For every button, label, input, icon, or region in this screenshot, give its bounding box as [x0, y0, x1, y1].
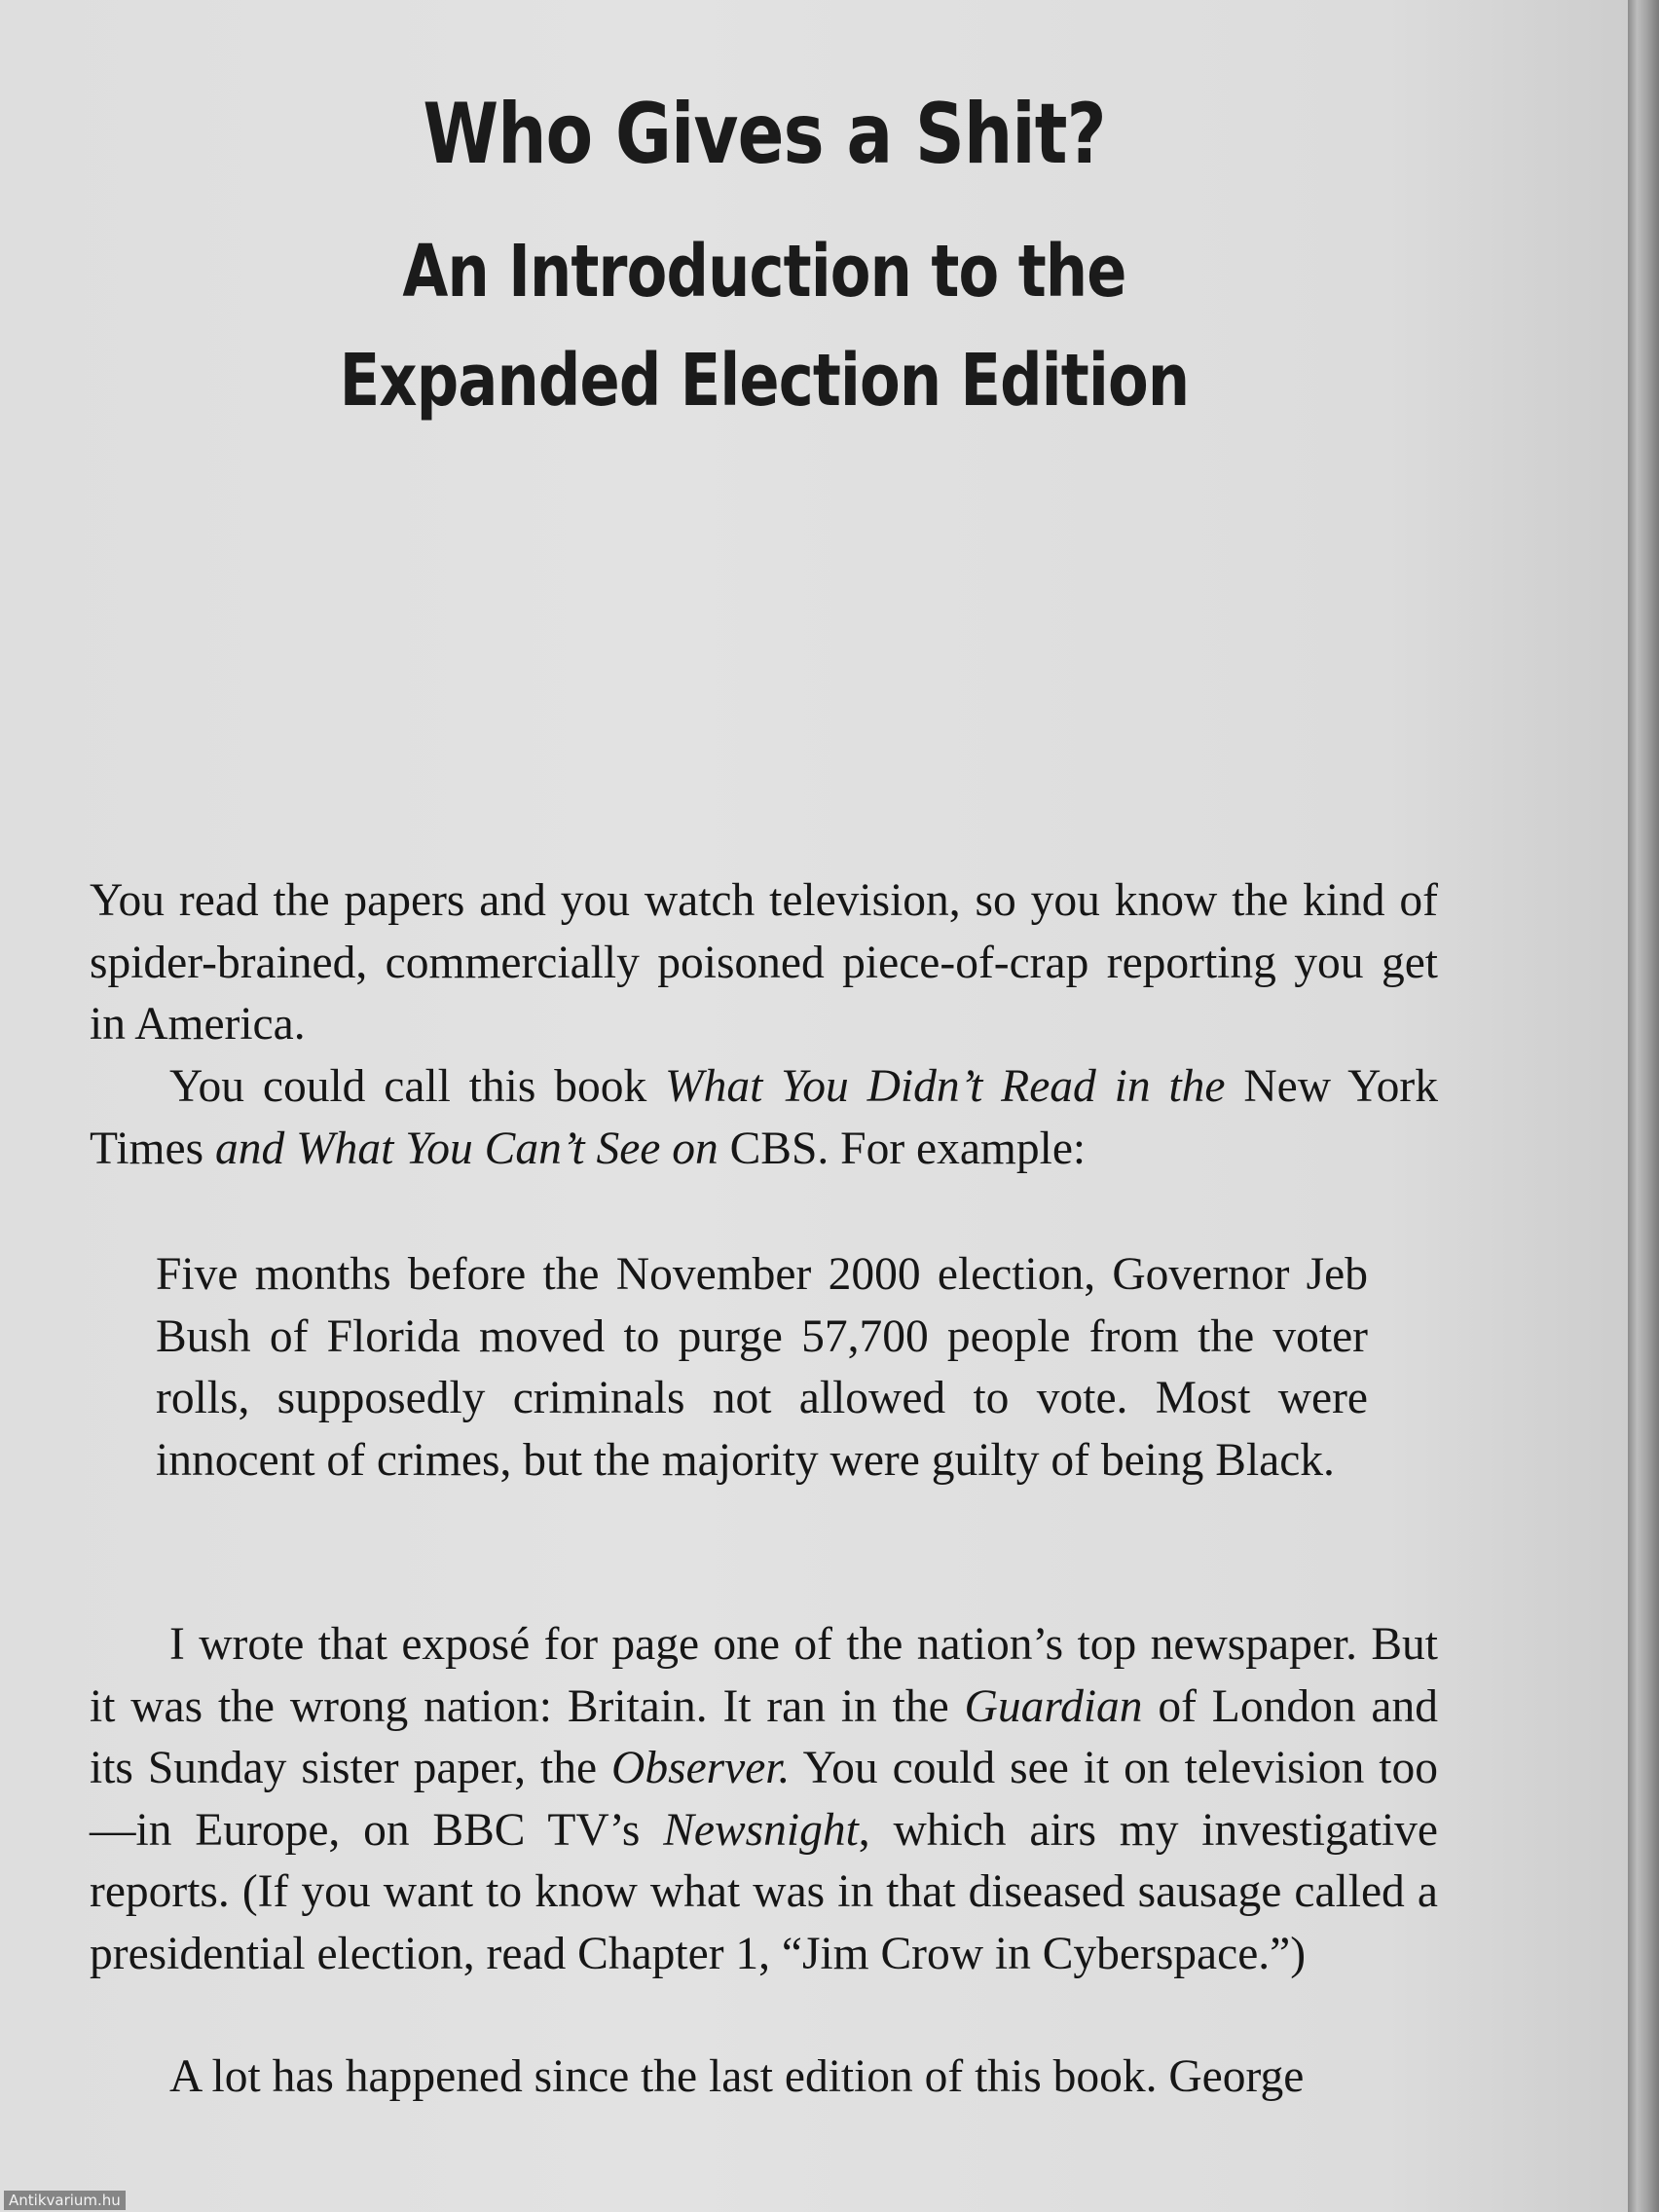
intro-paragraph — [90, 870, 1438, 1056]
expose-text — [90, 1614, 1438, 1985]
observer-italic: Observer. — [611, 1743, 791, 1793]
example-text-end: . For example: — [817, 1123, 1087, 1174]
expose-text-b: of London and its Sunday sister paper, the — [90, 1680, 1438, 1793]
intro-text: You read the papers and you watch television, so you know the kind of spider-brained, commercially poisoned piece-of-crap reporting you get in America. — [90, 875, 1438, 1050]
guardian-italic: Guardian — [964, 1680, 1143, 1732]
example-italic-2: and What You Can’t See on — [214, 1123, 719, 1174]
example-italic-1: What You Didn’t Read in the — [665, 1061, 1226, 1112]
example-paragraph — [90, 1056, 1438, 1180]
closing-text: A lot has happened since the last edition of this book. George — [169, 2051, 1305, 2102]
example-roman-2: CBS — [718, 1123, 818, 1174]
expose-text-c: You could see it on television too—in Europe, on BBC TV’s — [90, 1743, 1438, 1856]
watermark: Antikvarium.hu — [4, 2191, 126, 2210]
block-quote — [156, 1244, 1368, 1492]
expose-text-d: , which airs my investigative reports. (If you want to know what was in that diseased sausage called a presidential election, read Chapter 1, “Jim Crow in Cyberspace.”) — [90, 1804, 1438, 1979]
closing-paragraph — [90, 2046, 1438, 2109]
block-quote-text: Five months before the November 2000 election, Governor Jeb Bush of Florida moved to purge 57,700 people from the voter rolls, supposedly criminals not allowed to vote. Most were innocent of crimes, but the majority were guilty of being Black. — [156, 1249, 1368, 1486]
expose-paragraph — [90, 1614, 1438, 1985]
chapter-subtitle-line-2: Expanded Election Edition — [339, 339, 1190, 423]
chapter-subtitle-line-1: An Introduction to the — [402, 230, 1126, 313]
example-roman-1: New York Times — [90, 1061, 1438, 1174]
page-edge — [1628, 0, 1659, 2212]
newsnight-italic: Newsnight — [663, 1804, 859, 1856]
expose-text-a: I wrote that exposé for page one of the nation’s top newspaper. But it was the wrong nation: Britain. It ran in the — [90, 1619, 1438, 1732]
example-text-start: You could call this book — [169, 1061, 666, 1112]
example-text — [90, 1056, 1438, 1180]
chapter-title: Who Gives a Shit? — [423, 86, 1106, 183]
